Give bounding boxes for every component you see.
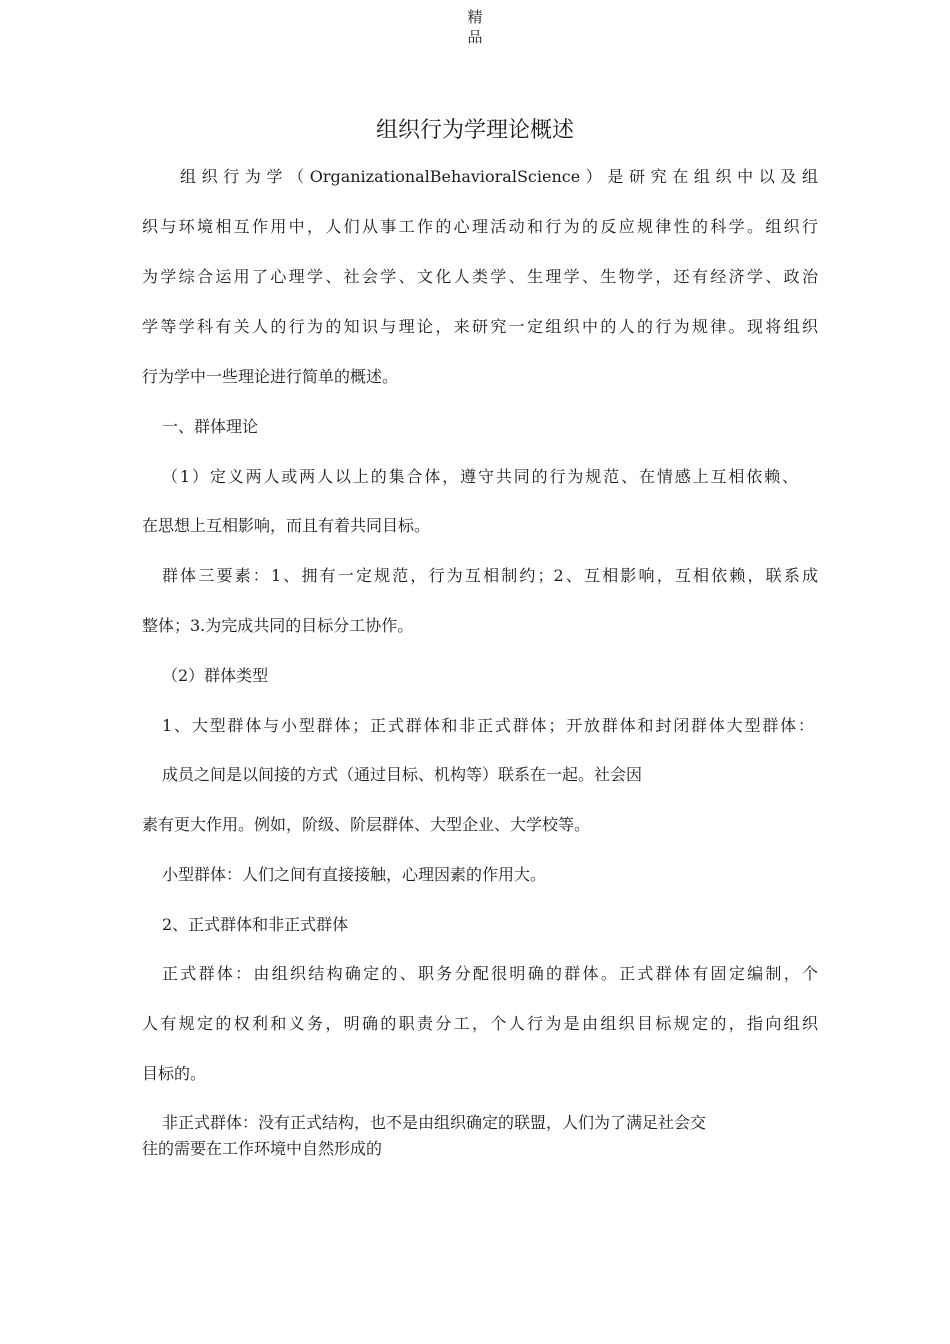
paragraph-line: 整体；3.为完成共同的目标分工协作。 (142, 616, 414, 635)
paragraph-line: 为学综合运用了心理学、社会学、文化人类学、生理学、生物学，还有经济学、政治 (142, 267, 818, 286)
paragraph-line: 成员之间是以间接的方式（通过目标、机构等）联系在一起。社会因 (162, 765, 643, 784)
paragraph-line: （1）定义两人或两人以上的集合体，遵守共同的行为规范、在情感上互相依赖、 (162, 467, 798, 486)
document-title: 组织行为学理论概述 (375, 118, 574, 143)
paragraph-line: 目标的。 (142, 1064, 207, 1083)
paragraph-line: 人有规定的权利和义务，明确的职责分工，个人行为是由组织目标规定的，指向组织 (142, 1014, 818, 1033)
paragraph-line: 小型群体：人们之间有直接接触，心理因素的作用大。 (162, 865, 547, 884)
paragraph-line: 群体三要素：1、拥有一定规范，行为互相制约；2、互相影响，互相依赖，联系成 (162, 566, 818, 585)
section-heading: 一、群体理论 (162, 417, 259, 436)
paragraph-line: 学等学科有关人的行为的知识与理论，来研究一定组织中的人的行为规律。现将组织 (142, 317, 818, 336)
paragraph-line: 组织行为学（OrganizationalBehavioralScience）是研究在组织中以及组 (180, 167, 818, 186)
paragraph-line: 往的需要在工作环境中自然形成的 (142, 1139, 383, 1158)
paragraph-line: 正式群体：由组织结构确定的、职务分配很明确的群体。正式群体有固定编制，个 (162, 964, 818, 983)
paragraph-line: 在思想上互相影响，而且有着共同目标。 (142, 516, 431, 535)
subsection-heading: 2、正式群体和非正式群体 (162, 915, 349, 934)
paragraph-line: 行为学中一些理论进行简单的概述。 (142, 367, 399, 386)
header-mark-pin: 品 (467, 28, 483, 46)
subsection-heading: （2）群体类型 (162, 666, 269, 685)
header-mark-jing: 精 (467, 8, 483, 26)
paragraph-line: 1、大型群体与小型群体；正式群体和非正式群体；开放群体和封闭群体大型群体： (162, 716, 814, 735)
paragraph-line: 织与环境相互作用中，人们从事工作的心理活动和行为的反应规律性的科学。组织行 (142, 217, 818, 236)
paragraph-line: 非正式群体：没有正式结构，也不是由组织确定的联盟，人们为了满足社会交 (162, 1113, 707, 1132)
paragraph-line: 素有更大作用。例如，阶级、阶层群体、大型企业、大学校等。 (142, 815, 591, 834)
